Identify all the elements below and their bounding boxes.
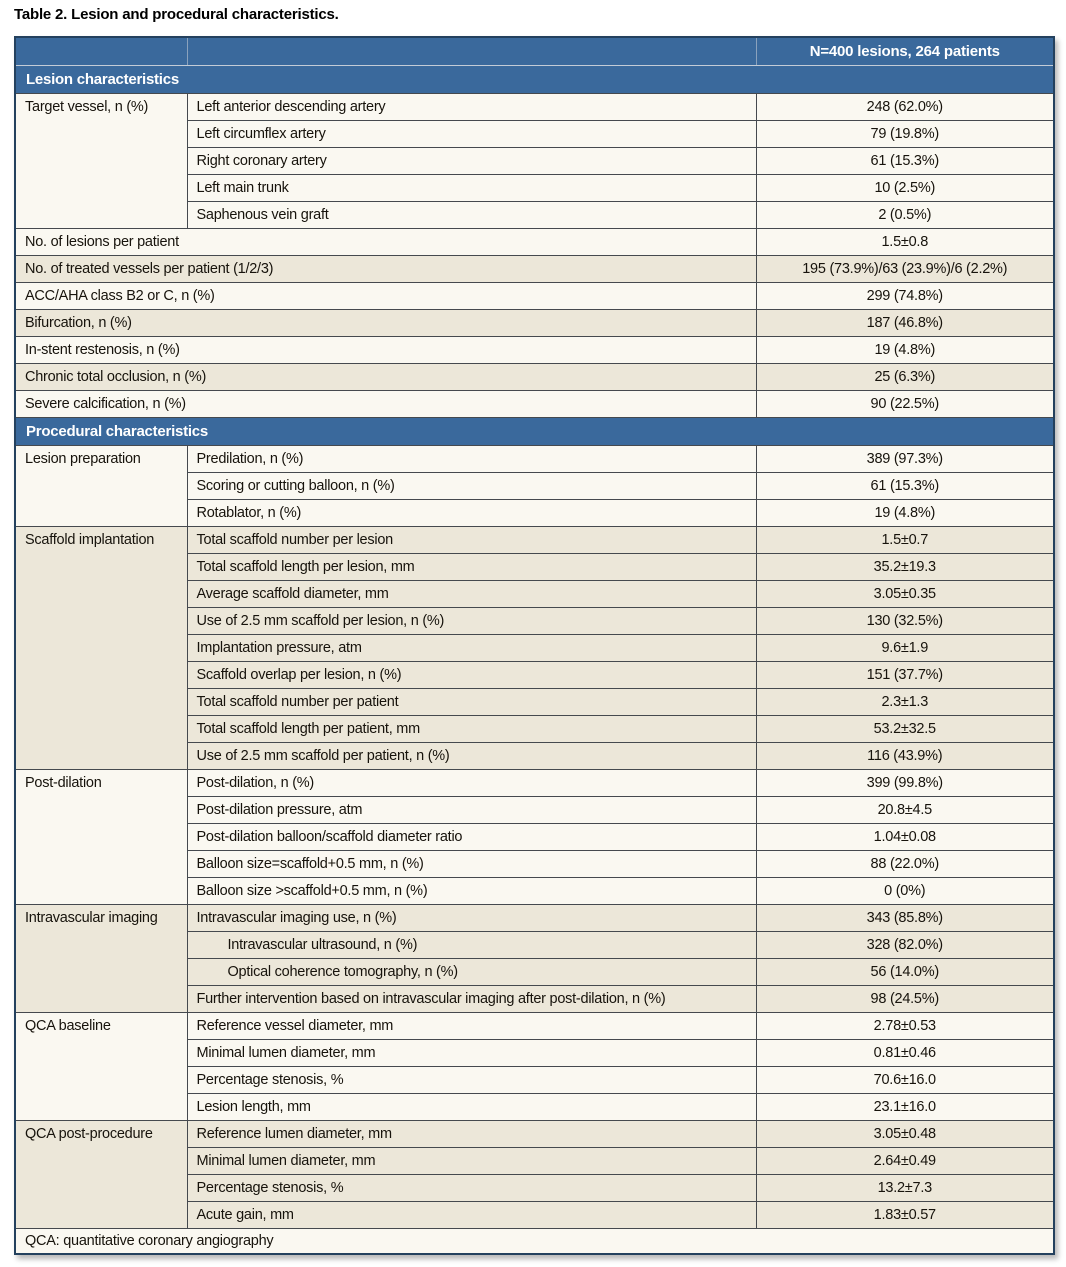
row-label-cell: Total scaffold length per lesion, mm [187, 553, 756, 580]
row-label-cell: Intravascular ultrasound, n (%) [187, 931, 756, 958]
table-row [15, 1120, 1054, 1147]
row-label-cell: Post-dilation, n (%) [187, 769, 756, 796]
value-cell: 328 (82.0%) [756, 931, 1054, 958]
value-cell: 299 (74.8%) [756, 282, 1054, 309]
value-cell: 389 (97.3%) [756, 445, 1054, 472]
value-cell: 19 (4.8%) [756, 499, 1054, 526]
table-header-row [15, 37, 1054, 65]
value-cell: 3.05±0.35 [756, 580, 1054, 607]
value-cell: 98 (24.5%) [756, 985, 1054, 1012]
table-row [15, 390, 1054, 417]
value-cell: 248 (62.0%) [756, 93, 1054, 120]
row-label-cell: Optical coherence tomography, n (%) [187, 958, 756, 985]
row-label-cell: Balloon size=scaffold+0.5 mm, n (%) [187, 850, 756, 877]
row-label-cell: In-stent restenosis, n (%) [15, 336, 756, 363]
row-label-cell: Reference lumen diameter, mm [187, 1120, 756, 1147]
category-cell-intravascular-imaging: Intravascular imaging [15, 904, 187, 1012]
value-cell: 399 (99.8%) [756, 769, 1054, 796]
value-cell: 2.78±0.53 [756, 1012, 1054, 1039]
row-label-cell: Left main trunk [187, 174, 756, 201]
value-cell: 2 (0.5%) [756, 201, 1054, 228]
row-label-cell: No. of treated vessels per patient (1/2/3) [15, 255, 756, 282]
section-header-lesion-characteristics: Lesion characteristics [15, 65, 1054, 93]
table-row [15, 228, 1054, 255]
category-cell-qca-post-procedure: QCA post-procedure [15, 1120, 187, 1228]
value-cell: 116 (43.9%) [756, 742, 1054, 769]
value-cell: 70.6±16.0 [756, 1066, 1054, 1093]
table-row [15, 336, 1054, 363]
value-cell: 1.04±0.08 [756, 823, 1054, 850]
row-label-cell: Total scaffold number per patient [187, 688, 756, 715]
header-empty-cell-category [15, 37, 187, 65]
row-label-cell: Percentage stenosis, % [187, 1066, 756, 1093]
table-footnote: QCA: quantitative coronary angiography [15, 1228, 1054, 1254]
value-cell: 151 (37.7%) [756, 661, 1054, 688]
value-cell: 20.8±4.5 [756, 796, 1054, 823]
value-cell: 25 (6.3%) [756, 363, 1054, 390]
value-cell: 13.2±7.3 [756, 1174, 1054, 1201]
header-empty-cell-label [187, 37, 756, 65]
row-label-cell: Use of 2.5 mm scaffold per patient, n (%) [187, 742, 756, 769]
table-body [15, 65, 1054, 1228]
row-label-cell: No. of lesions per patient [15, 228, 756, 255]
value-cell: 9.6±1.9 [756, 634, 1054, 661]
value-cell: 2.64±0.49 [756, 1147, 1054, 1174]
value-cell: 1.5±0.8 [756, 228, 1054, 255]
value-cell: 130 (32.5%) [756, 607, 1054, 634]
category-cell-qca-baseline: QCA baseline [15, 1012, 187, 1120]
value-cell: 3.05±0.48 [756, 1120, 1054, 1147]
row-label-cell: Percentage stenosis, % [187, 1174, 756, 1201]
row-label-cell: Minimal lumen diameter, mm [187, 1147, 756, 1174]
table-row [15, 93, 1054, 120]
value-cell: 187 (46.8%) [756, 309, 1054, 336]
value-cell: 19 (4.8%) [756, 336, 1054, 363]
section-header-row-lesion-characteristics [15, 65, 1054, 93]
table-row [15, 1012, 1054, 1039]
row-label-cell: Total scaffold length per patient, mm [187, 715, 756, 742]
value-cell: 1.5±0.7 [756, 526, 1054, 553]
row-label-cell: Scaffold overlap per lesion, n (%) [187, 661, 756, 688]
value-cell: 56 (14.0%) [756, 958, 1054, 985]
row-label-cell: Bifurcation, n (%) [15, 309, 756, 336]
row-label-cell: Saphenous vein graft [187, 201, 756, 228]
category-cell-target-vessel-n: Target vessel, n (%) [15, 93, 187, 228]
row-label-cell: Use of 2.5 mm scaffold per lesion, n (%) [187, 607, 756, 634]
table-footnote-row [15, 1228, 1054, 1254]
table-row [15, 445, 1054, 472]
category-cell-post-dilation: Post-dilation [15, 769, 187, 904]
table-row [15, 526, 1054, 553]
table-title: Table 2. Lesion and procedural characteristics. [14, 6, 339, 23]
value-cell: 90 (22.5%) [756, 390, 1054, 417]
value-cell: 35.2±19.3 [756, 553, 1054, 580]
row-label-cell: Average scaffold diameter, mm [187, 580, 756, 607]
row-label-cell: Lesion length, mm [187, 1093, 756, 1120]
row-label-cell: Post-dilation pressure, atm [187, 796, 756, 823]
table-row [15, 309, 1054, 336]
row-label-cell: Severe calcification, n (%) [15, 390, 756, 417]
table-row [15, 282, 1054, 309]
row-label-cell: Predilation, n (%) [187, 445, 756, 472]
results-table [14, 36, 1055, 1255]
section-header-row-procedural-characteristics [15, 417, 1054, 445]
row-label-cell: Reference vessel diameter, mm [187, 1012, 756, 1039]
table-row [15, 769, 1054, 796]
value-cell: 61 (15.3%) [756, 147, 1054, 174]
row-label-cell: Minimal lumen diameter, mm [187, 1039, 756, 1066]
table-row [15, 904, 1054, 931]
row-label-cell: Further intervention based on intravascular imaging after post-dilation, n (%) [187, 985, 756, 1012]
value-cell: 343 (85.8%) [756, 904, 1054, 931]
value-cell: 195 (73.9%)/63 (23.9%)/6 (2.2%) [756, 255, 1054, 282]
row-label-cell: Left anterior descending artery [187, 93, 756, 120]
table-row [15, 255, 1054, 282]
row-label-cell: ACC/AHA class B2 or C, n (%) [15, 282, 756, 309]
row-label-cell: Balloon size >scaffold+0.5 mm, n (%) [187, 877, 756, 904]
row-label-cell: Intravascular imaging use, n (%) [187, 904, 756, 931]
row-label-cell: Chronic total occlusion, n (%) [15, 363, 756, 390]
table-row [15, 363, 1054, 390]
column-header-n: N=400 lesions, 264 patients [756, 37, 1054, 65]
value-cell: 23.1±16.0 [756, 1093, 1054, 1120]
row-label-cell: Right coronary artery [187, 147, 756, 174]
section-header-procedural-characteristics: Procedural characteristics [15, 417, 1054, 445]
value-cell: 61 (15.3%) [756, 472, 1054, 499]
row-label-cell: Total scaffold number per lesion [187, 526, 756, 553]
value-cell: 2.3±1.3 [756, 688, 1054, 715]
value-cell: 0 (0%) [756, 877, 1054, 904]
row-label-cell: Left circumflex artery [187, 120, 756, 147]
category-cell-scaffold-implantation: Scaffold implantation [15, 526, 187, 769]
value-cell: 88 (22.0%) [756, 850, 1054, 877]
row-label-cell: Implantation pressure, atm [187, 634, 756, 661]
value-cell: 1.83±0.57 [756, 1201, 1054, 1228]
category-cell-lesion-preparation: Lesion preparation [15, 445, 187, 526]
row-label-cell: Post-dilation balloon/scaffold diameter ratio [187, 823, 756, 850]
value-cell: 53.2±32.5 [756, 715, 1054, 742]
row-label-cell: Scoring or cutting balloon, n (%) [187, 472, 756, 499]
row-label-cell: Acute gain, mm [187, 1201, 756, 1228]
value-cell: 79 (19.8%) [756, 120, 1054, 147]
row-label-cell: Rotablator, n (%) [187, 499, 756, 526]
value-cell: 10 (2.5%) [756, 174, 1054, 201]
value-cell: 0.81±0.46 [756, 1039, 1054, 1066]
